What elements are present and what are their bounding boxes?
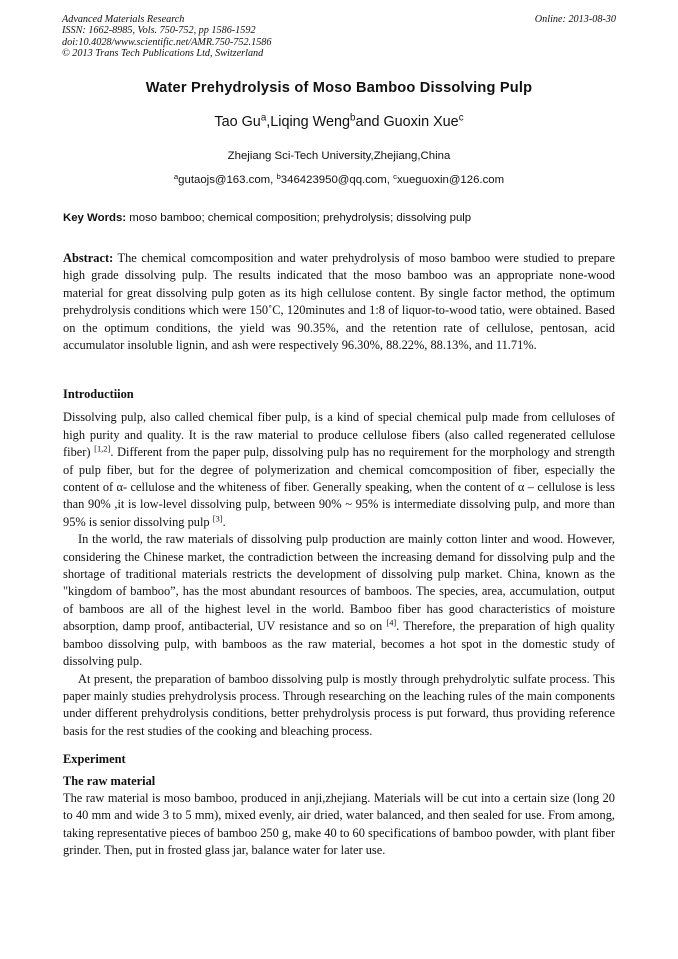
introduction-heading: Introductiion [63,387,134,401]
online-date: Online: 2013-08-30 [534,14,616,25]
author-name: and Guoxin Xue [355,114,459,130]
keywords-label: Key Words: [63,212,127,224]
paragraph-text: Dissolving pulp, also called chemical fiber pulp, is a kind of special chemical pulp made from celluloses of high purity and quality. It is the raw material to produce cellulose fibers (also called regenerated cellulose fiber) [63,410,615,460]
citation: [4] [386,617,397,628]
raw-material-paragraph: The raw material is moso bamboo, produced in anji,zhejiang. Materials will be cut into a certain size (long 20 to 40 mm and wide 3 to 5 mm), mixed evenly, air dried, water balanced, and then sealed for use. From among, taking representative pieces of bamboo 250 g, make 40 to 60 specifications of bamboo powder, with plant fiber grinder. Then, put in frosted glass jar, balance water for later use. [63,790,615,858]
author-name: ,Liqing Weng [266,114,351,130]
paragraph-text: . [222,514,226,529]
citation: [1,2] [94,443,111,454]
email-mark: a [173,171,179,181]
author-affiliation-mark: a [260,112,267,124]
email-mark: c [393,171,397,181]
introduction-paragraph-3: At present, the preparation of bamboo dissolving pulp is mostly through prehydrolytic sulfate process. This paper mainly studies prehydrolysis process. Through researching on the leaching rules of the main components under different prehydrolysis conditions, better prehydrolysis process is put forward, thus providing reference basis for the rest studies of the cooking and bleaching process. [63,671,615,738]
introduction-paragraph-1 [63,409,615,531]
abstract-paragraph [63,250,615,354]
experiment-heading: Experiment [63,752,126,767]
paragraph-text: In the world, the raw materials of dissolving pulp production are mainly cotton linter and wood. However, considering the Chinese market, the contradiction between the increasing demand for dissolving pulp and the shortage of traditional materials restricts the development of dissolving pulp market. China, known as the "kingdom of bamboo”, has the most abundant resources of bamboos. The species, area, accumulation, output of bamboos are all of the highest level in the world. Bamboo fiber has good characteristics of moisture absorption, damp proof, antibacterial, UV resistance and so on [63,532,615,634]
email-address: 346423950@qq.com, [280,174,394,186]
issn-line: ISSN: 1662-8985, Vols. 750-752, pp 1586-1592 [62,25,256,37]
paragraph-text: . Different from the paper pulp, dissolving pulp has no requirement for the morphology and strength of pulp fiber, but for the degree of polymerization and chemical comcomposition of fiber, especially the content of α- cellulose and the whiteness of fiber. Generally speaking, when the content of α – cellulose is less than 90% ,it is low-level dissolving pulp, between 90% ~ 95% is intermediate dissolving pulp, and more than 95% is senior dissolving pulp [63,445,615,529]
author-affiliation-mark: b [350,112,356,124]
abstract [63,250,615,354]
introduction-section [63,386,615,860]
author-list [0,114,678,130]
affiliation: Zhejiang Sci-Tech University,Zhejiang,China [227,150,451,162]
email-mark: b [276,171,281,181]
paper-title: Water Prehydrolysis of Moso Bamboo Dissolving Pulp [145,80,533,96]
journal-name: Advanced Materials Research [62,14,185,25]
running-header [62,14,616,59]
keywords-text: moso bamboo; chemical composition; prehydrolysis; dissolving pulp [126,212,472,224]
email-address: xueguoxin@126.com [396,174,505,186]
copyright-line: © 2013 Trans Tech Publications Ltd, Switzerland [62,47,264,59]
keywords [63,212,615,224]
doi-line: doi:10.4028/www.scientific.net/AMR.750-752.1586 [62,36,272,48]
author-emails [0,171,678,186]
paragraph-text: . Therefore, the preparation of high quality bamboo dissolving pulp, with bamboos as the raw material, becomes a hot spot in the domestic study of dissolving pulp. [63,619,615,669]
author-name: Tao Gu [214,114,261,130]
abstract-label: Abstract: [63,251,114,265]
author-affiliation-mark: c [458,112,464,124]
raw-material-heading: The raw material [63,773,156,788]
introduction-paragraph-2 [63,531,615,670]
email-address: gutaojs@163.com, [178,174,277,186]
citation: [3] [212,513,223,524]
abstract-text: The chemical comcomposition and water prehydrolysis of moso bamboo were studied to prepare high grade dissolving pulp. The results indicated that the moso bamboo was an appropriate none-wood material for great dissolving pulp goten as its high cellulose content. By single factor method, the optimum prehydrolysis conditions which were 150˚C, 120minutes and 1:8 of liquor-to-wood tatio, were obtained. Based on the optimum conditions, the yield was 90.35%, and the retention rate of cellulose, pentosan, acid accumulator insoluble lignin, and ash were respectively 96.30%, 88.22%, 88.13%, and 11.71%. [63,251,615,353]
